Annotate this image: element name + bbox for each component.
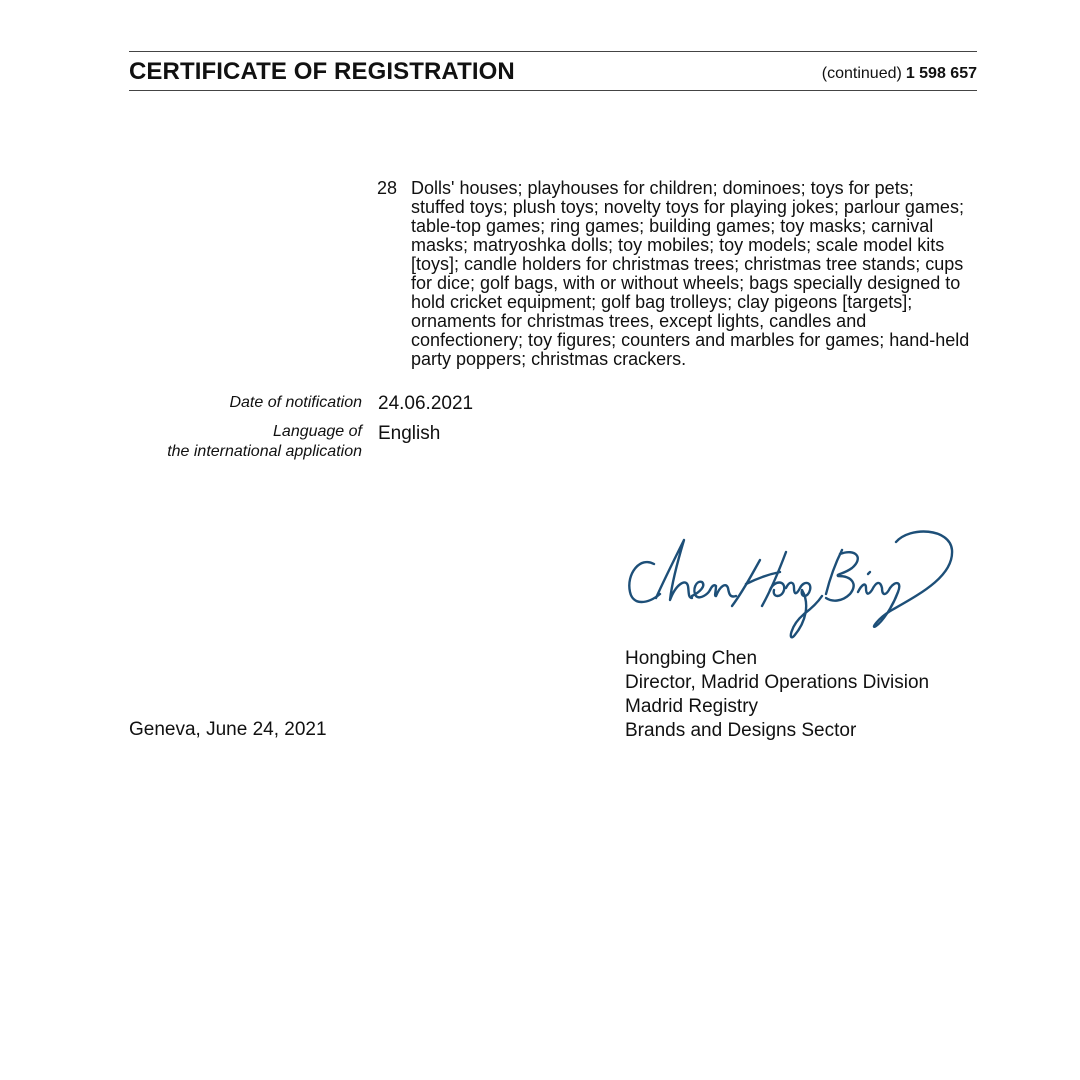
signature-stroke <box>826 550 858 601</box>
handwritten-signature <box>620 522 965 647</box>
registration-number: 1 598 657 <box>905 65 977 82</box>
header-rule-bottom <box>129 90 977 91</box>
signatory-unit: Madrid Registry <box>625 696 759 717</box>
continued-label: (continued) <box>821 65 902 82</box>
place-and-date: Geneva, June 24, 2021 <box>129 719 327 740</box>
language-label-line2: the international application <box>167 443 362 460</box>
signatory-sector: Brands and Designs Sector <box>625 720 857 741</box>
signatory-title: Director, Madrid Operations Division <box>625 672 930 693</box>
language-label-line1: Language of <box>273 423 362 440</box>
nice-class-number: 28 <box>377 178 398 198</box>
language-label <box>167 422 362 462</box>
registration-reference <box>822 63 977 85</box>
goods-class-block <box>377 179 977 369</box>
signatory-name: Hongbing Chen <box>625 648 758 669</box>
signature-stroke <box>868 572 870 574</box>
notification-date-value: 24.06.2021 <box>378 393 474 414</box>
language-value: English <box>378 423 441 444</box>
signature-stroke <box>770 583 822 638</box>
signature-stroke <box>656 540 692 600</box>
signatory-block <box>625 647 929 743</box>
goods-description: Dolls' houses; playhouses for children; dominoes; toys for pets; stuffed toys; plush toys; novelty toys for playing jokes; parlour games; table-top games; ring games; building games; toy masks; carnival masks; matryoshka dolls; toy mobiles; toy models; scale model kits [toys]; candle holders for christmas trees; christmas tree stands; cups for dice; golf bags, with or without wheels; bags specially designed to hold cricket equipment; golf bag trolleys; clay pigeons [targets]; ornaments for christmas trees, except lights, candles and confectionery; toy figures; counters and marbles for games; hand-held party poppers; christmas crackers. <box>411 178 970 369</box>
document-title: CERTIFICATE OF REGISTRATION <box>129 58 515 85</box>
signature-stroke <box>746 552 786 606</box>
signature-stroke <box>858 532 952 627</box>
signature-stroke <box>710 585 736 596</box>
notification-date-label: Date of notification <box>229 394 362 411</box>
header-rule-top <box>129 51 977 52</box>
signature-stroke <box>629 562 660 602</box>
signature-stroke <box>692 582 710 598</box>
